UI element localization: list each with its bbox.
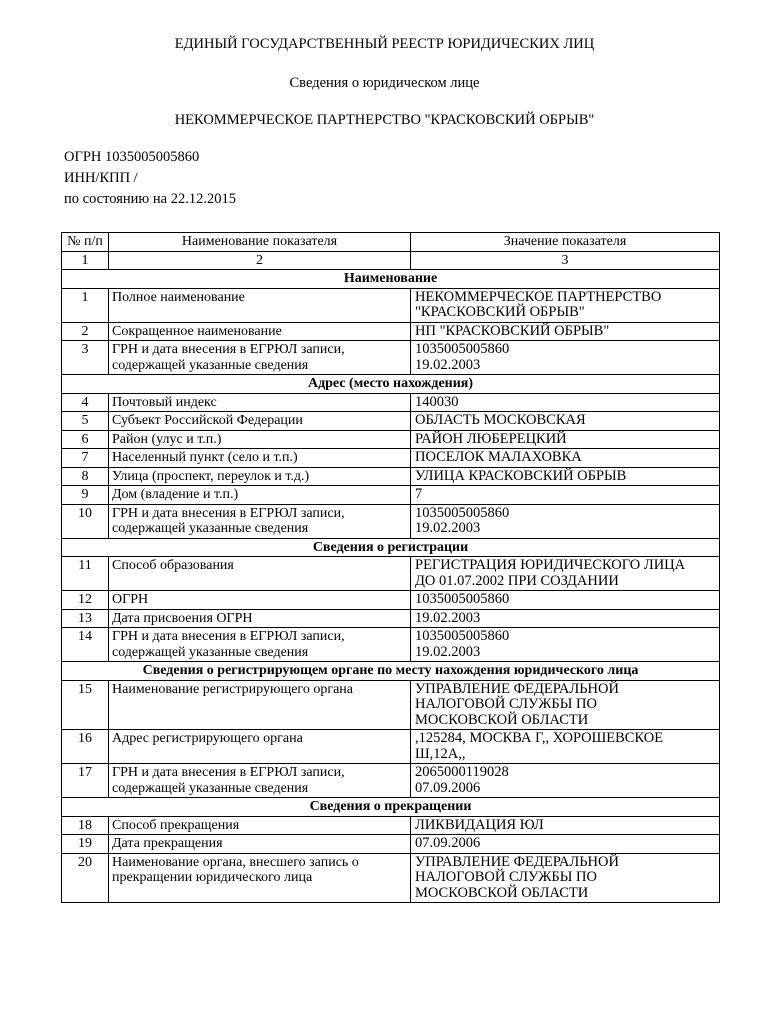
indicator-value-cell — [411, 609, 720, 628]
indicator-value-line: НАЛОГОВОЙ СЛУЖБЫ ПО — [415, 869, 597, 885]
indicator-value-line: ДО 01.07.2002 ПРИ СОЗДАНИИ — [415, 572, 619, 589]
indicator-name-line: Улица (проспект, переулок и т.д.) — [112, 468, 310, 484]
row-number: 4 — [62, 393, 109, 412]
indicator-name-line: Способ образования — [112, 558, 234, 573]
row-number: 11 — [62, 557, 109, 591]
indicator-name-cell — [109, 504, 411, 538]
indicator-name-line: содержащей указанные сведения — [112, 644, 309, 660]
registry-title: ЕДИНЫЙ ГОСУДАРСТВЕННЫЙ РЕЕСТР ЮРИДИЧЕСКИХ ЛИЦ — [174, 36, 595, 52]
table-row — [62, 628, 720, 662]
row-number: 20 — [62, 853, 109, 903]
section-title: Сведения о регистрирующем органе по месту нахождения юридического лица — [62, 662, 720, 681]
row-number: 18 — [62, 816, 109, 835]
table-row — [62, 764, 720, 798]
table-row — [62, 322, 720, 341]
indicator-name-cell — [109, 730, 411, 764]
indicator-value-line: 1035005005860 — [415, 591, 510, 607]
indicator-name-line: Полное наименование — [112, 289, 245, 305]
inn-kpp-line: ИНН/КПП / — [64, 170, 138, 186]
row-number: 5 — [62, 412, 109, 431]
indicator-name-cell — [109, 412, 411, 431]
document-subtitle: Сведения о юридическом лице — [289, 75, 480, 91]
indicator-value-cell — [411, 467, 720, 486]
indicator-name-cell — [109, 680, 411, 730]
indicator-value-line: ОБЛАСТЬ МОСКОВСКАЯ — [415, 412, 586, 428]
table-row — [62, 449, 720, 468]
section-header-row — [62, 798, 720, 817]
indicator-name-line: содержащей указанные сведения — [112, 780, 309, 796]
indicator-value-line: РАЙОН ЛЮБЕРЕЦКИЙ — [415, 430, 567, 447]
indicator-value-line: 19.02.2003 — [415, 356, 481, 373]
indicator-name-line: Наименование органа, внесшего запись о — [112, 854, 359, 870]
indicator-value-line: 07.09.2006 — [415, 835, 481, 851]
indicator-name-cell — [109, 835, 411, 854]
indicator-name-cell — [109, 449, 411, 468]
as-of-date-line: по состоянию на 22.12.2015 — [64, 191, 236, 207]
indicator-value-cell — [411, 412, 720, 431]
indicator-name-cell — [109, 341, 411, 375]
indicator-value-line: МОСКОВСКОЙ ОБЛАСТИ — [415, 884, 589, 901]
indicator-value-line: ,125284, МОСКВА Г,, ХОРОШЕВСКОЕ — [415, 730, 664, 746]
indicator-value-line: НП "КРАСКОВСКИЙ ОБРЫВ" — [415, 322, 610, 339]
indicator-value-line: "КРАСКОВСКИЙ ОБРЫВ" — [415, 304, 585, 320]
row-number: 10 — [62, 504, 109, 538]
indicator-value-line: 19.02.2003 — [415, 609, 481, 626]
table-row — [62, 853, 720, 903]
table-row — [62, 816, 720, 835]
row-number: 9 — [62, 486, 109, 505]
indicator-value-line: 2065000119028 — [415, 764, 509, 780]
table-row — [62, 835, 720, 854]
row-number: 12 — [62, 591, 109, 610]
indicator-value-cell — [411, 288, 720, 322]
indicator-value-line: 1035005005860 — [415, 341, 510, 357]
section-title: Адрес (место нахождения) — [62, 375, 720, 394]
header-cell-indicator: Наименование показателя — [109, 233, 411, 252]
indicator-name-cell — [109, 591, 411, 610]
indicator-name-line: Субъект Российской Федерации — [112, 413, 303, 428]
indicator-name-cell — [109, 853, 411, 903]
indicator-value-line: ПОСЕЛОК МАЛАХОВКА — [415, 449, 582, 465]
indicator-name-cell — [109, 430, 411, 449]
row-number: 16 — [62, 730, 109, 764]
indicator-value-cell — [411, 764, 720, 798]
indicator-name-cell — [109, 816, 411, 835]
table-row — [62, 393, 720, 412]
indicator-name-line: Сокращенное наименование — [112, 323, 282, 339]
indicator-value-line: УЛИЦА КРАСКОВСКИЙ ОБРЫВ — [415, 467, 627, 484]
indicator-name-line: содержащей указанные сведения — [112, 521, 309, 536]
row-number: 8 — [62, 467, 109, 486]
indicator-name-cell — [109, 467, 411, 486]
indicator-name-line: ГРН и дата внесения в ЕГРЮЛ записи, — [112, 765, 345, 780]
indicator-value-cell — [411, 504, 720, 538]
indicator-value-line: РЕГИСТРАЦИЯ ЮРИДИЧЕСКОГО ЛИЦА — [415, 557, 686, 573]
table-row — [62, 680, 720, 730]
indicator-name-line: Дом (владение и т.п.) — [112, 487, 239, 502]
ogrn-line: ОГРН 1035005005860 — [64, 149, 200, 165]
row-number: 17 — [62, 764, 109, 798]
indicator-name-cell — [109, 393, 411, 412]
indicator-name-cell — [109, 486, 411, 505]
row-number: 2 — [62, 322, 109, 341]
table-row — [62, 591, 720, 610]
header-cell-value: Значение показателя — [411, 233, 720, 252]
row-number: 19 — [62, 835, 109, 854]
indicator-name-line: ОГРН — [112, 592, 149, 607]
indicator-name-cell — [109, 764, 411, 798]
row-number: 3 — [62, 341, 109, 375]
indicator-value-cell — [411, 680, 720, 730]
table-row — [62, 609, 720, 628]
indicator-value-cell — [411, 853, 720, 903]
row-number: 6 — [62, 430, 109, 449]
indicator-name-cell — [109, 557, 411, 591]
indicator-value-cell — [411, 486, 720, 505]
table-row — [62, 730, 720, 764]
table-row — [62, 486, 720, 505]
section-header-row — [62, 270, 720, 289]
indicator-value-line: 19.02.2003 — [415, 643, 481, 660]
entity-name-heading: НЕКОММЕРЧЕСКОЕ ПАРТНЕРСТВО "КРАСКОВСКИЙ ОБРЫВ" — [174, 112, 595, 128]
indicator-name-line: ГРН и дата внесения в ЕГРЮЛ записи, — [112, 505, 345, 521]
column-number-row — [62, 251, 720, 270]
indicator-value-line: 1035005005860 — [415, 504, 510, 521]
row-number: 15 — [62, 680, 109, 730]
indicator-name-line: содержащей указанные сведения — [112, 357, 309, 373]
section-title: Сведения о регистрации — [62, 538, 720, 557]
indicator-value-line: МОСКОВСКОЙ ОБЛАСТИ — [415, 711, 589, 728]
indicator-name-cell — [109, 288, 411, 322]
indicator-value-line: ЛИКВИДАЦИЯ ЮЛ — [415, 816, 544, 833]
header-cell-number: № п/п — [62, 233, 109, 252]
indicator-value-line: НАЛОГОВОЙ СЛУЖБЫ ПО — [415, 696, 597, 712]
indicator-value-cell — [411, 393, 720, 412]
indicator-value-cell — [411, 591, 720, 610]
row-number: 14 — [62, 628, 109, 662]
indicator-value-cell — [411, 628, 720, 662]
indicator-value-cell — [411, 322, 720, 341]
indicator-name-line: Населенный пункт (село и т.п.) — [112, 450, 298, 465]
table-row — [62, 467, 720, 486]
table-row — [62, 504, 720, 538]
indicator-value-cell — [411, 730, 720, 764]
indicator-value-line: 07.09.2006 — [415, 779, 481, 796]
indicator-name-line: ГРН и дата внесения в ЕГРЮЛ записи, — [112, 342, 345, 357]
registry-extract-table — [61, 232, 720, 903]
indicator-name-line: ГРН и дата внесения в ЕГРЮЛ записи, — [112, 629, 345, 644]
indicator-value-line: УПРАВЛЕНИЕ ФЕДЕРАЛЬНОЙ — [415, 853, 619, 870]
section-header-row — [62, 538, 720, 557]
indicator-value-cell — [411, 557, 720, 591]
indicator-name-line: Способ прекращения — [112, 817, 240, 833]
row-number: 7 — [62, 449, 109, 468]
indicator-name-line: Адрес регистрирующего органа — [112, 731, 303, 746]
indicator-name-cell — [109, 322, 411, 341]
table-row — [62, 288, 720, 322]
section-title: Наименование — [62, 270, 720, 289]
indicator-value-line: 19.02.2003 — [415, 520, 481, 536]
indicator-value-line: 1035005005860 — [415, 628, 510, 644]
table-row — [62, 557, 720, 591]
column-number-cell: 2 — [109, 251, 411, 270]
table-row — [62, 341, 720, 375]
indicator-value-line: УПРАВЛЕНИЕ ФЕДЕРАЛЬНОЙ — [415, 680, 619, 697]
section-title: Сведения о прекращении — [62, 798, 720, 817]
column-number-cell: 1 — [62, 251, 109, 270]
indicator-name-line: Район (улус и т.п.) — [112, 431, 222, 447]
indicator-name-line: прекращении юридического лица — [112, 870, 313, 885]
table-row — [62, 430, 720, 449]
indicator-value-cell — [411, 816, 720, 835]
indicator-value-line: НЕКОММЕРЧЕСКОЕ ПАРТНЕРСТВО — [415, 288, 662, 305]
section-header-row — [62, 662, 720, 681]
indicator-value-cell — [411, 430, 720, 449]
column-number-cell: 3 — [411, 251, 720, 270]
indicator-value-cell — [411, 449, 720, 468]
indicator-name-cell — [109, 628, 411, 662]
indicator-name-line: Почтовый индекс — [112, 394, 217, 410]
indicator-value-cell — [411, 835, 720, 854]
row-number: 1 — [62, 288, 109, 322]
indicator-name-line: Дата прекращения — [112, 836, 223, 851]
indicator-name-line: Наименование регистрирующего органа — [112, 681, 353, 697]
section-header-row — [62, 375, 720, 394]
indicator-name-line: Дата присвоения ОГРН — [112, 610, 253, 626]
table-header-row — [62, 233, 720, 252]
indicator-value-line: 140030 — [415, 393, 459, 410]
indicator-name-cell — [109, 609, 411, 628]
indicator-value-cell — [411, 341, 720, 375]
table-row — [62, 412, 720, 431]
indicator-value-line: Ш,12А,, — [415, 745, 466, 762]
indicator-value-line: 7 — [415, 486, 423, 502]
row-number: 13 — [62, 609, 109, 628]
